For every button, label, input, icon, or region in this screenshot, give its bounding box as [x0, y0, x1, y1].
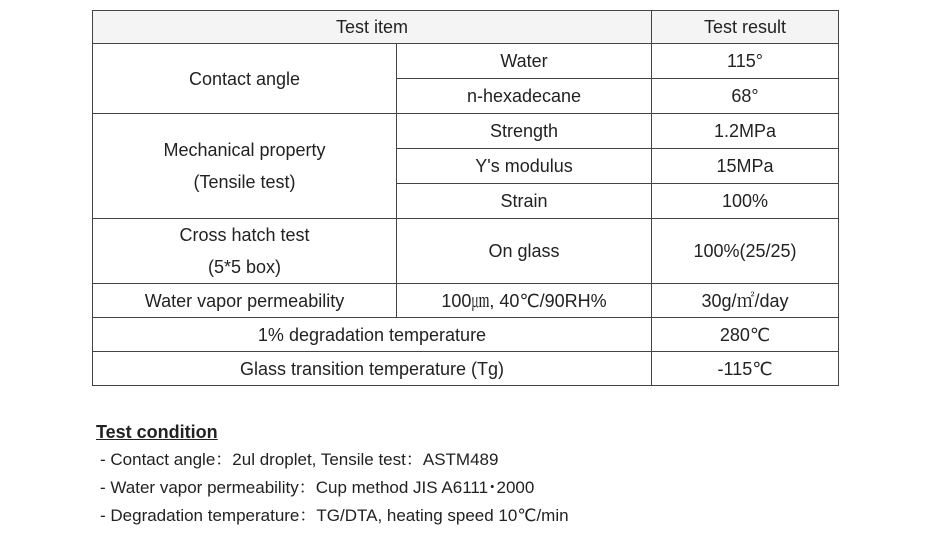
degradation-label: 1% degradation temperature: [93, 318, 652, 352]
cross-hatch-label-line2: (5*5 box): [207, 257, 282, 277]
note-line: - Contact angle：2ul droplet, Tensile test：ASTM489: [100, 450, 499, 469]
mechanical-label-line2: (Tensile test): [193, 172, 296, 192]
note-line: - Degradation temperature：TG/DTA, heating speed 10℃/min: [100, 506, 569, 525]
sub-item-cell: Strain: [397, 184, 652, 219]
cross-hatch-label: [93, 219, 397, 284]
result-cell: 115°: [652, 44, 839, 79]
mechanical-label-line1: Mechanical property: [163, 140, 326, 160]
result-cell: 30g/㎡/day: [652, 284, 839, 318]
properties-table: [92, 10, 839, 386]
result-cell: 1.2MPa: [652, 114, 839, 149]
test-condition-title: Test condition: [96, 422, 218, 442]
wvp-label: Water vapor permeability: [93, 284, 397, 318]
sub-item-cell: Strength: [397, 114, 652, 149]
header-test-result: Test result: [652, 11, 839, 44]
sub-item-cell: Water: [397, 44, 652, 79]
mechanical-property-label: [93, 114, 397, 219]
tg-label: Glass transition temperature (Tg): [93, 352, 652, 386]
table-row: [93, 284, 839, 318]
sub-item-cell: n-hexadecane: [397, 79, 652, 114]
result-cell: 15MPa: [652, 149, 839, 184]
cross-hatch-label-line1: Cross hatch test: [179, 225, 310, 245]
table-row: [93, 114, 839, 149]
table-row: [93, 318, 839, 352]
test-condition-notes: [96, 418, 569, 530]
sub-item-cell: Y's modulus: [397, 149, 652, 184]
result-cell: 280℃: [652, 318, 839, 352]
header-test-item: Test item: [93, 11, 652, 44]
result-cell: -115℃: [652, 352, 839, 386]
result-cell: 100%: [652, 184, 839, 219]
sub-item-cell: 100㎛, 40℃/90RH%: [397, 284, 652, 318]
result-cell: 100%(25/25): [652, 219, 839, 284]
result-cell: 68°: [652, 79, 839, 114]
note-line: - Water vapor permeability：Cup method JIS A6111･2000: [100, 478, 535, 497]
table-row: [93, 44, 839, 79]
header-row: [93, 11, 839, 44]
table-row: [93, 352, 839, 386]
sub-item-cell: On glass: [397, 219, 652, 284]
contact-angle-label: Contact angle: [93, 44, 397, 114]
table-row: [93, 219, 839, 284]
